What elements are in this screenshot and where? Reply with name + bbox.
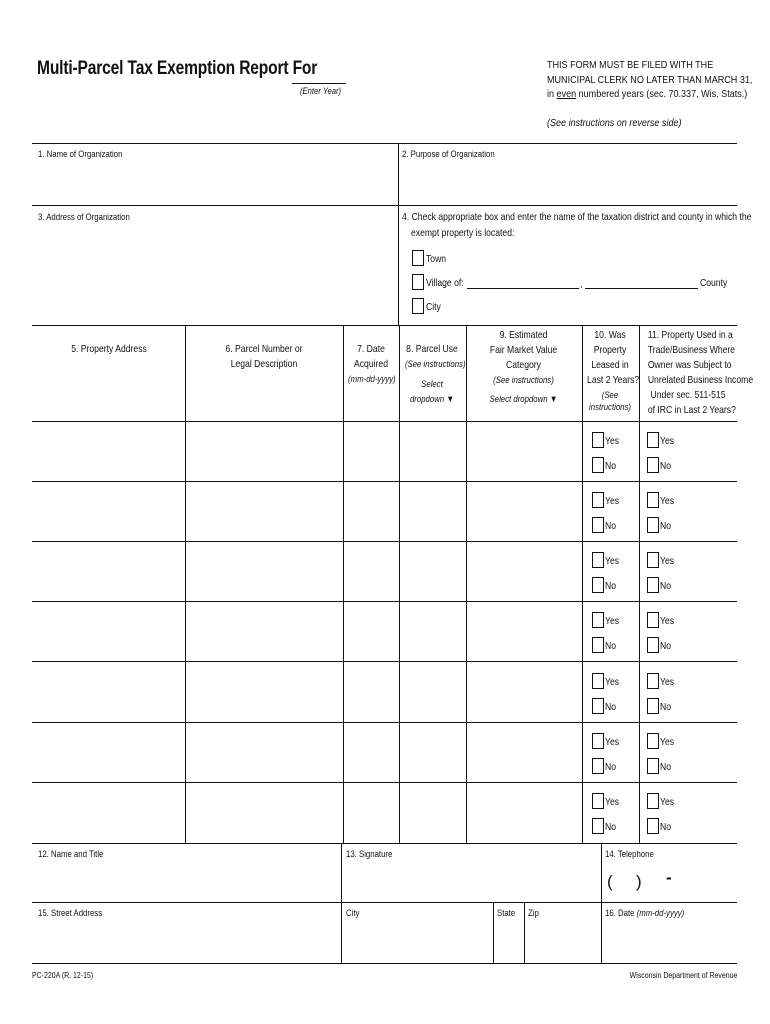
signature-field[interactable] [344,862,598,900]
org-name-field[interactable] [36,160,394,202]
col-property-address: 5. Property Address [71,343,147,355]
city-field[interactable] [344,920,490,960]
rule [32,205,737,206]
no-label: No [660,821,672,833]
col-unrelated-business: 11. Property Used in a Trade/Business Where Owner was Subject to Unrelated Business Income Under sec. 511-515 of IRC in Last 2 Years? [647,329,754,416]
comma: , [580,278,583,290]
business-no-checkbox[interactable] [647,457,659,473]
table-bottom-rule [32,843,737,844]
row-rule [32,722,737,723]
form-title: Multi-Parcel Tax Exemption Report For [37,58,318,79]
tel-open-paren: ( [607,872,613,891]
no-label: No [605,821,617,833]
business-yes-checkbox[interactable] [647,552,659,568]
no-label: No [660,701,672,713]
village-label: Village of: [426,277,464,289]
agency-name: Wisconsin Department of Revenue [629,970,737,980]
town-label: Town [426,253,447,265]
tel-close-paren: ) [636,872,642,891]
business-no-checkbox[interactable] [647,517,659,533]
leased-yes-checkbox[interactable] [592,552,604,568]
yes-label: Yes [605,555,620,567]
business-no-checkbox[interactable] [647,637,659,653]
no-label: No [605,460,617,472]
leased-no-checkbox[interactable] [592,457,604,473]
no-label: No [660,520,672,532]
year-input[interactable] [292,82,346,84]
filing-line-3: in even numbered years (sec. 70.337, Wis. Stats.) [547,88,748,100]
col-divider [582,325,583,843]
leased-yes-checkbox[interactable] [592,673,604,689]
leased-no-checkbox[interactable] [592,577,604,593]
yes-label: Yes [605,615,620,627]
yes-label: Yes [660,615,675,627]
divider [524,902,525,963]
header-rule [32,421,737,422]
no-label: No [605,640,617,652]
no-label: No [660,761,672,773]
col-divider [185,325,186,843]
street-address-label: 15. Street Address [38,908,103,919]
row-rule [32,661,737,662]
top-rule [32,143,737,144]
leased-yes-checkbox[interactable] [592,492,604,508]
rule [32,902,737,903]
business-no-checkbox[interactable] [647,758,659,774]
business-no-checkbox[interactable] [647,577,659,593]
city-label: City [346,908,360,919]
telephone-field[interactable] [604,862,736,900]
col-divider [639,325,640,843]
yes-label: Yes [605,495,620,507]
divider [341,843,342,963]
leased-no-checkbox[interactable] [592,517,604,533]
col-divider [466,325,467,843]
divider [398,143,399,325]
org-address-label: 3. Address of Organization [38,212,130,223]
county-name-input[interactable] [585,288,698,289]
col-divider [399,325,400,843]
yes-label: Yes [660,676,675,688]
yes-label: Yes [605,435,620,447]
tel-dash: - [666,868,672,887]
no-label: No [660,580,672,592]
city-checkbox[interactable] [412,298,424,314]
business-yes-checkbox[interactable] [647,492,659,508]
zip-label: Zip [528,908,539,919]
no-label: No [605,520,617,532]
divider [493,902,494,963]
leased-no-checkbox[interactable] [592,818,604,834]
org-name-label: 1. Name of Organization [38,149,123,160]
telephone-label: 14. Telephone [605,849,654,860]
filing-line-1: THIS FORM MUST BE FILED WITH THE [547,59,714,71]
col-property-leased: 10. Was Property Leased in Last 2 Years? (See instructions) [587,329,640,413]
col-fair-market-value: 9. Estimated Fair Market Value Category (See instructions) Select dropdown ▼ [489,329,558,405]
street-address-field[interactable] [36,920,336,960]
row-rule [32,481,737,482]
signature-label: 13. Signature [346,849,393,860]
village-name-input[interactable] [467,288,579,289]
business-yes-checkbox[interactable] [647,612,659,628]
name-title-label: 12. Name and Title [38,849,104,860]
town-checkbox[interactable] [412,250,424,266]
business-no-checkbox[interactable] [647,698,659,714]
no-label: No [660,460,672,472]
row-rule [32,601,737,602]
col-date-acquired: 7. Date Acquired (mm-dd-yyyy) [348,343,396,385]
city-label: City [426,301,441,313]
leased-no-checkbox[interactable] [592,758,604,774]
no-label: No [605,701,617,713]
yes-label: Yes [660,736,675,748]
yes-label: Yes [605,736,620,748]
year-hint: (Enter Year) [300,86,342,96]
row-rule [32,782,737,783]
leased-no-checkbox[interactable] [592,637,604,653]
col-parcel-use: 8. Parcel Use (See instructions) Select dropdown ▼ [404,343,466,405]
divider [601,843,602,963]
date-label: 16. Date (mm-dd-yyyy) [605,908,685,919]
zip-field[interactable] [527,920,599,960]
yes-label: Yes [605,676,620,688]
yes-label: Yes [605,796,620,808]
business-no-checkbox[interactable] [647,818,659,834]
leased-yes-checkbox[interactable] [592,432,604,448]
col-parcel-number: 6. Parcel Number or Legal Description [225,343,303,370]
name-title-field[interactable] [36,862,336,900]
business-yes-checkbox[interactable] [647,733,659,749]
org-purpose-field[interactable] [402,160,734,202]
leased-yes-checkbox[interactable] [592,612,604,628]
org-purpose-label: 2. Purpose of Organization [402,149,495,160]
date-field[interactable] [604,920,736,960]
no-label: No [605,580,617,592]
org-address-field[interactable] [36,224,394,322]
state-label: State [497,908,516,919]
business-yes-checkbox[interactable] [647,432,659,448]
yes-label: Yes [660,495,675,507]
no-label: No [660,640,672,652]
business-yes-checkbox[interactable] [647,673,659,689]
filing-line-2: MUNICIPAL CLERK NO LATER THAN MARCH 31, [547,73,753,86]
village-checkbox[interactable] [412,274,424,290]
yes-label: Yes [660,435,675,447]
no-label: No [605,761,617,773]
yes-label: Yes [660,796,675,808]
county-label: County [700,277,728,289]
instructions-note: (See instructions on reverse side) [547,117,682,129]
filing-notice [547,58,752,102]
district-label-1: 4. Check appropriate box and enter the name of the taxation district and county in which the [402,211,752,223]
bottom-rule [32,963,737,964]
business-yes-checkbox[interactable] [647,793,659,809]
row-rule [32,541,737,542]
district-label-2: exempt property is located: [411,227,515,239]
yes-label: Yes [660,555,675,567]
leased-yes-checkbox[interactable] [592,793,604,809]
col-divider [343,325,344,843]
form-id: PC-220A (R. 12-15) [32,970,94,980]
rule [32,325,737,326]
leased-yes-checkbox[interactable] [592,733,604,749]
state-field[interactable] [496,920,522,960]
leased-no-checkbox[interactable] [592,698,604,714]
